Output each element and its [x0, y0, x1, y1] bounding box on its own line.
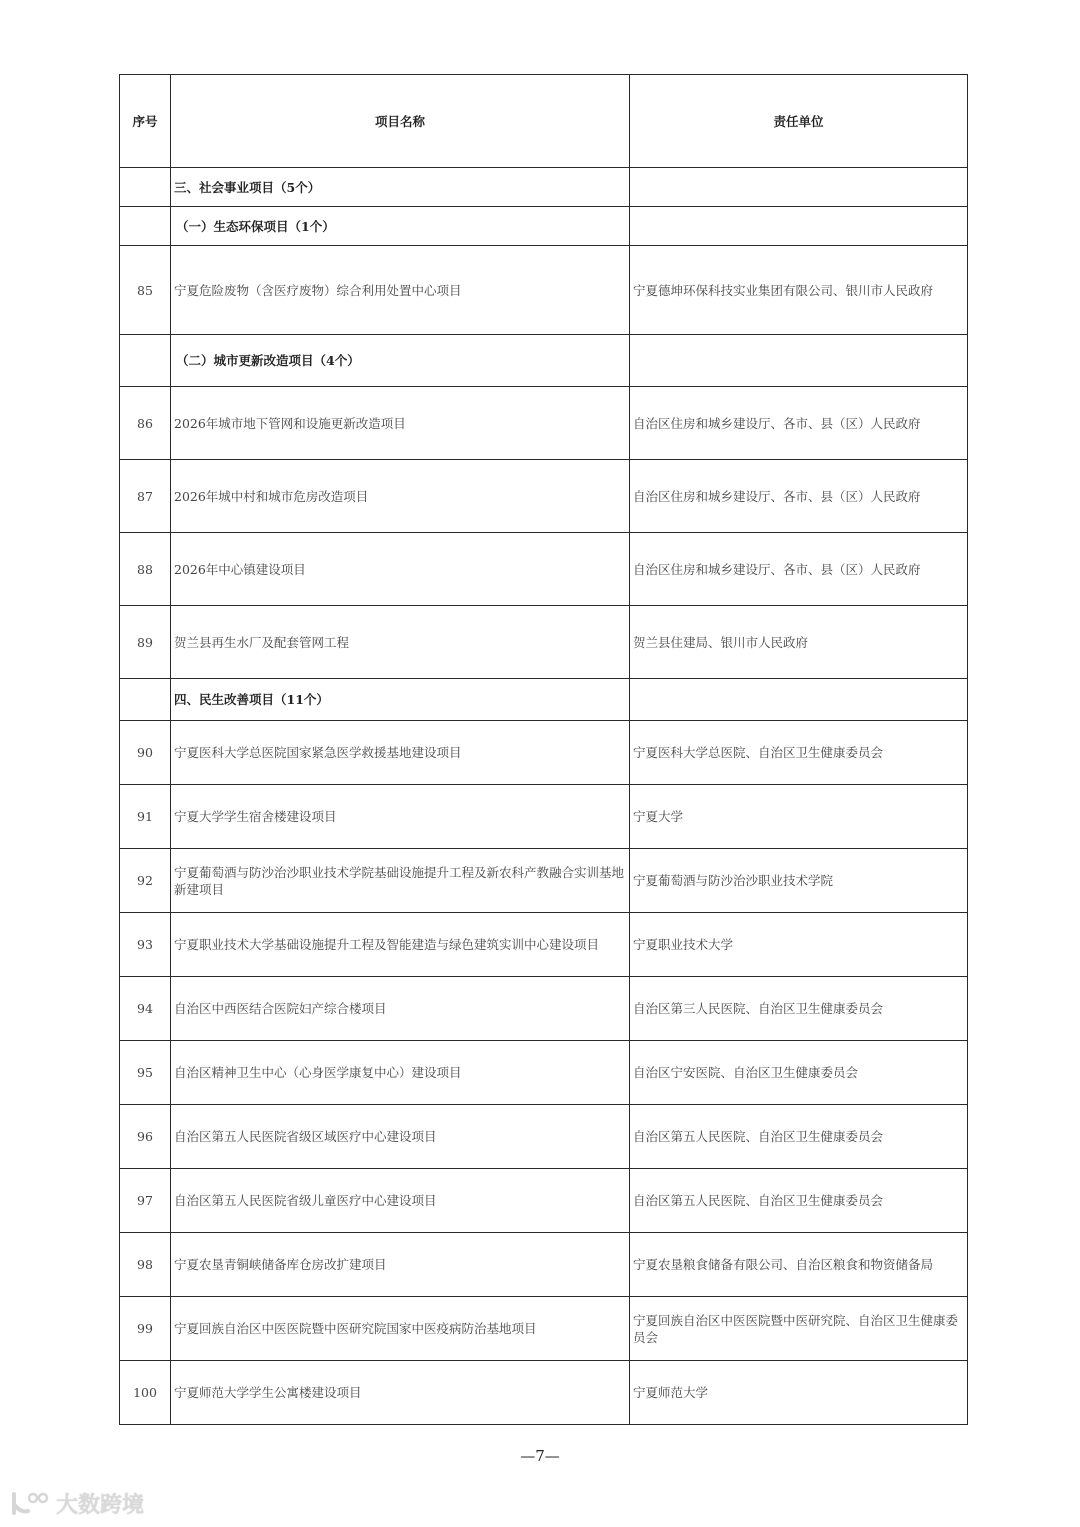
project-name: 自治区第五人民医院省级区域医疗中心建设项目 — [171, 1105, 630, 1169]
responsible-unit: 自治区第三人民医院、自治区卫生健康委员会 — [630, 977, 968, 1041]
project-name: 贺兰县再生水厂及配套管网工程 — [171, 606, 630, 679]
responsible-unit: 宁夏医科大学总医院、自治区卫生健康委员会 — [630, 721, 968, 785]
serial-number: 87 — [120, 460, 171, 533]
table-row — [120, 977, 968, 1041]
responsible-unit: 宁夏葡萄酒与防沙治沙职业技术学院 — [630, 849, 968, 913]
serial-number: 98 — [120, 1233, 171, 1297]
serial-number: 88 — [120, 533, 171, 606]
project-name: 自治区精神卫生中心（心身医学康复中心）建设项目 — [171, 1041, 630, 1105]
project-name: 宁夏职业技术大学基础设施提升工程及智能建造与绿色建筑实训中心建设项目 — [171, 913, 630, 977]
table-row — [120, 1105, 968, 1169]
table-row — [120, 1297, 968, 1361]
table-row — [120, 460, 968, 533]
table-row — [120, 533, 968, 606]
section-row — [120, 679, 968, 721]
project-name: 2026年城市地下管网和设施更新改造项目 — [171, 387, 630, 460]
responsible-unit — [630, 207, 968, 246]
serial-number: 94 — [120, 977, 171, 1041]
header-project-name: 项目名称 — [171, 75, 630, 168]
serial-number: 95 — [120, 1041, 171, 1105]
table-header-row — [120, 75, 968, 168]
header-responsible-unit: 责任单位 — [630, 75, 968, 168]
responsible-unit: 自治区第五人民医院、自治区卫生健康委员会 — [630, 1169, 968, 1233]
project-name: 2026年城中村和城市危房改造项目 — [171, 460, 630, 533]
responsible-unit: 贺兰县住建局、银川市人民政府 — [630, 606, 968, 679]
responsible-unit: 宁夏德坤环保科技实业集团有限公司、银川市人民政府 — [630, 246, 968, 335]
project-name: 宁夏农垦青铜峡储备库仓房改扩建项目 — [171, 1233, 630, 1297]
responsible-unit — [630, 168, 968, 207]
table-row — [120, 606, 968, 679]
serial-number: 92 — [120, 849, 171, 913]
table-row — [120, 1041, 968, 1105]
table-row — [120, 785, 968, 849]
page-number: —7— — [520, 1447, 560, 1465]
project-name: 2026年中心镇建设项目 — [171, 533, 630, 606]
project-name: 宁夏大学学生宿舍楼建设项目 — [171, 785, 630, 849]
serial-number — [120, 168, 171, 207]
section-row — [120, 168, 968, 207]
project-name: 宁夏医科大学总医院国家紧急医学救援基地建设项目 — [171, 721, 630, 785]
responsible-unit: 宁夏大学 — [630, 785, 968, 849]
serial-number: 86 — [120, 387, 171, 460]
responsible-unit: 宁夏回族自治区中医医院暨中医研究院、自治区卫生健康委员会 — [630, 1297, 968, 1361]
subsection-row — [120, 207, 968, 246]
serial-number: 89 — [120, 606, 171, 679]
table-row — [120, 721, 968, 785]
serial-number — [120, 679, 171, 721]
responsible-unit: 自治区宁安医院、自治区卫生健康委员会 — [630, 1041, 968, 1105]
watermark — [10, 1488, 144, 1519]
responsible-unit: 宁夏师范大学 — [630, 1361, 968, 1425]
serial-number — [120, 207, 171, 246]
subsection-title: （一）生态环保项目（1个） — [171, 207, 630, 246]
section-title: 四、民生改善项目（11个） — [171, 679, 630, 721]
serial-number: 85 — [120, 246, 171, 335]
kuajing-logo-icon — [10, 1491, 50, 1517]
serial-number: 91 — [120, 785, 171, 849]
responsible-unit: 自治区第五人民医院、自治区卫生健康委员会 — [630, 1105, 968, 1169]
serial-number — [120, 335, 171, 387]
table-row — [120, 1361, 968, 1425]
responsible-unit: 宁夏农垦粮食储备有限公司、自治区粮食和物资储备局 — [630, 1233, 968, 1297]
table-row — [120, 1169, 968, 1233]
serial-number: 97 — [120, 1169, 171, 1233]
project-table — [119, 74, 968, 1425]
serial-number: 96 — [120, 1105, 171, 1169]
project-name: 宁夏回族自治区中医医院暨中医研究院国家中医疫病防治基地项目 — [171, 1297, 630, 1361]
responsible-unit — [630, 335, 968, 387]
project-name: 自治区第五人民医院省级儿童医疗中心建设项目 — [171, 1169, 630, 1233]
serial-number: 93 — [120, 913, 171, 977]
serial-number: 90 — [120, 721, 171, 785]
project-name: 宁夏师范大学学生公寓楼建设项目 — [171, 1361, 630, 1425]
responsible-unit: 自治区住房和城乡建设厅、各市、县（区）人民政府 — [630, 387, 968, 460]
header-serial-number: 序号 — [120, 75, 171, 168]
project-name: 自治区中西医结合医院妇产综合楼项目 — [171, 977, 630, 1041]
section-title: 三、社会事业项目（5个） — [171, 168, 630, 207]
subsection-row — [120, 335, 968, 387]
table-row — [120, 1233, 968, 1297]
table-row — [120, 387, 968, 460]
project-name: 宁夏葡萄酒与防沙治沙职业技术学院基础设施提升工程及新农科产教融合实训基地新建项目 — [171, 849, 630, 913]
table-row — [120, 849, 968, 913]
serial-number: 99 — [120, 1297, 171, 1361]
responsible-unit: 自治区住房和城乡建设厅、各市、县（区）人民政府 — [630, 460, 968, 533]
watermark-text: 大数跨境 — [56, 1493, 145, 1518]
table-row — [120, 913, 968, 977]
subsection-title: （二）城市更新改造项目（4个） — [171, 335, 630, 387]
serial-number: 100 — [120, 1361, 171, 1425]
responsible-unit: 宁夏职业技术大学 — [630, 913, 968, 977]
responsible-unit: 自治区住房和城乡建设厅、各市、县（区）人民政府 — [630, 533, 968, 606]
table-row — [120, 246, 968, 335]
responsible-unit — [630, 679, 968, 721]
project-name: 宁夏危险废物（含医疗废物）综合利用处置中心项目 — [171, 246, 630, 335]
